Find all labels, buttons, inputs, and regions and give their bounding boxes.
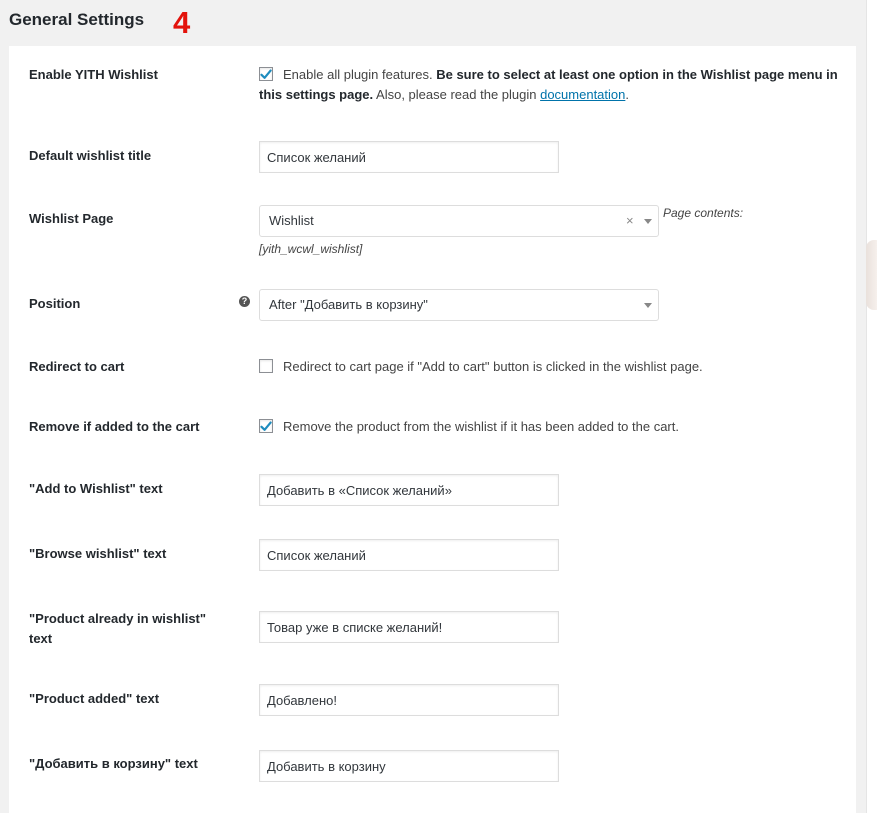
remove-if-added-checkbox[interactable]	[259, 419, 273, 433]
position-selected: After "Добавить в корзину"	[269, 297, 428, 312]
already-in-wishlist-label-line2: text	[29, 631, 53, 646]
redirect-to-cart-label: Redirect to cart	[29, 359, 125, 374]
chevron-down-icon	[644, 303, 652, 308]
default-title-input[interactable]	[259, 141, 559, 173]
wishlist-page-label: Wishlist Page	[29, 211, 114, 226]
wishlist-shortcode: [yith_wcwl_wishlist]	[259, 242, 363, 256]
already-in-wishlist-label-line1: "Product already in wishlist"	[29, 611, 207, 626]
default-title-label: Default wishlist title	[29, 148, 152, 163]
adjacent-panel-edge	[866, 0, 877, 813]
step-number-annotation: 4	[173, 5, 191, 40]
section-title: General Settings	[9, 10, 145, 29]
wishlist-page-selected: Wishlist	[269, 213, 314, 228]
help-icon[interactable]: ?	[239, 296, 250, 307]
add-to-wishlist-text-input[interactable]	[259, 474, 559, 506]
enable-wishlist-label: Enable YITH Wishlist	[29, 67, 158, 82]
checkmark-icon	[260, 421, 272, 432]
remove-if-added-text: Remove the product from the wishlist if it has been added to the cart.	[283, 419, 679, 434]
redirect-to-cart-checkbox[interactable]	[259, 359, 273, 373]
already-in-wishlist-label	[29, 609, 206, 649]
product-added-text-input[interactable]	[259, 684, 559, 716]
browse-wishlist-text-label: "Browse wishlist" text	[29, 546, 167, 561]
clear-icon[interactable]: ×	[626, 213, 634, 228]
browse-wishlist-text-input[interactable]	[259, 539, 559, 571]
product-added-text-label: "Product added" text	[29, 691, 160, 706]
add-to-cart-text-label: "Добавить в корзину" text	[29, 756, 198, 771]
chevron-down-icon	[644, 219, 652, 224]
add-to-wishlist-text-label: "Add to Wishlist" text	[29, 481, 163, 496]
position-label: Position	[29, 296, 81, 311]
wishlist-page-select[interactable]	[259, 205, 659, 237]
documentation-link[interactable]: documentation	[540, 86, 626, 102]
add-to-cart-text-input[interactable]	[259, 750, 559, 782]
enable-wishlist-warning: Be sure to select at least one option in the Wishlist page menu in this settings page.	[259, 67, 838, 102]
already-in-wishlist-input[interactable]	[259, 611, 559, 643]
redirect-to-cart-text: Redirect to cart page if "Add to cart" button is clicked in the wishlist page.	[283, 359, 703, 374]
remove-if-added-label: Remove if added to the cart	[29, 419, 200, 434]
enable-wishlist-description: Enable all plugin features. Be sure to select at least one option in the Wishlist page menu in this settings page. Also, please read the plugin documentation.	[259, 67, 838, 102]
page-contents-label: Page contents:	[663, 206, 744, 220]
position-select[interactable]	[259, 289, 659, 321]
adjacent-panel-decoration	[866, 240, 877, 310]
